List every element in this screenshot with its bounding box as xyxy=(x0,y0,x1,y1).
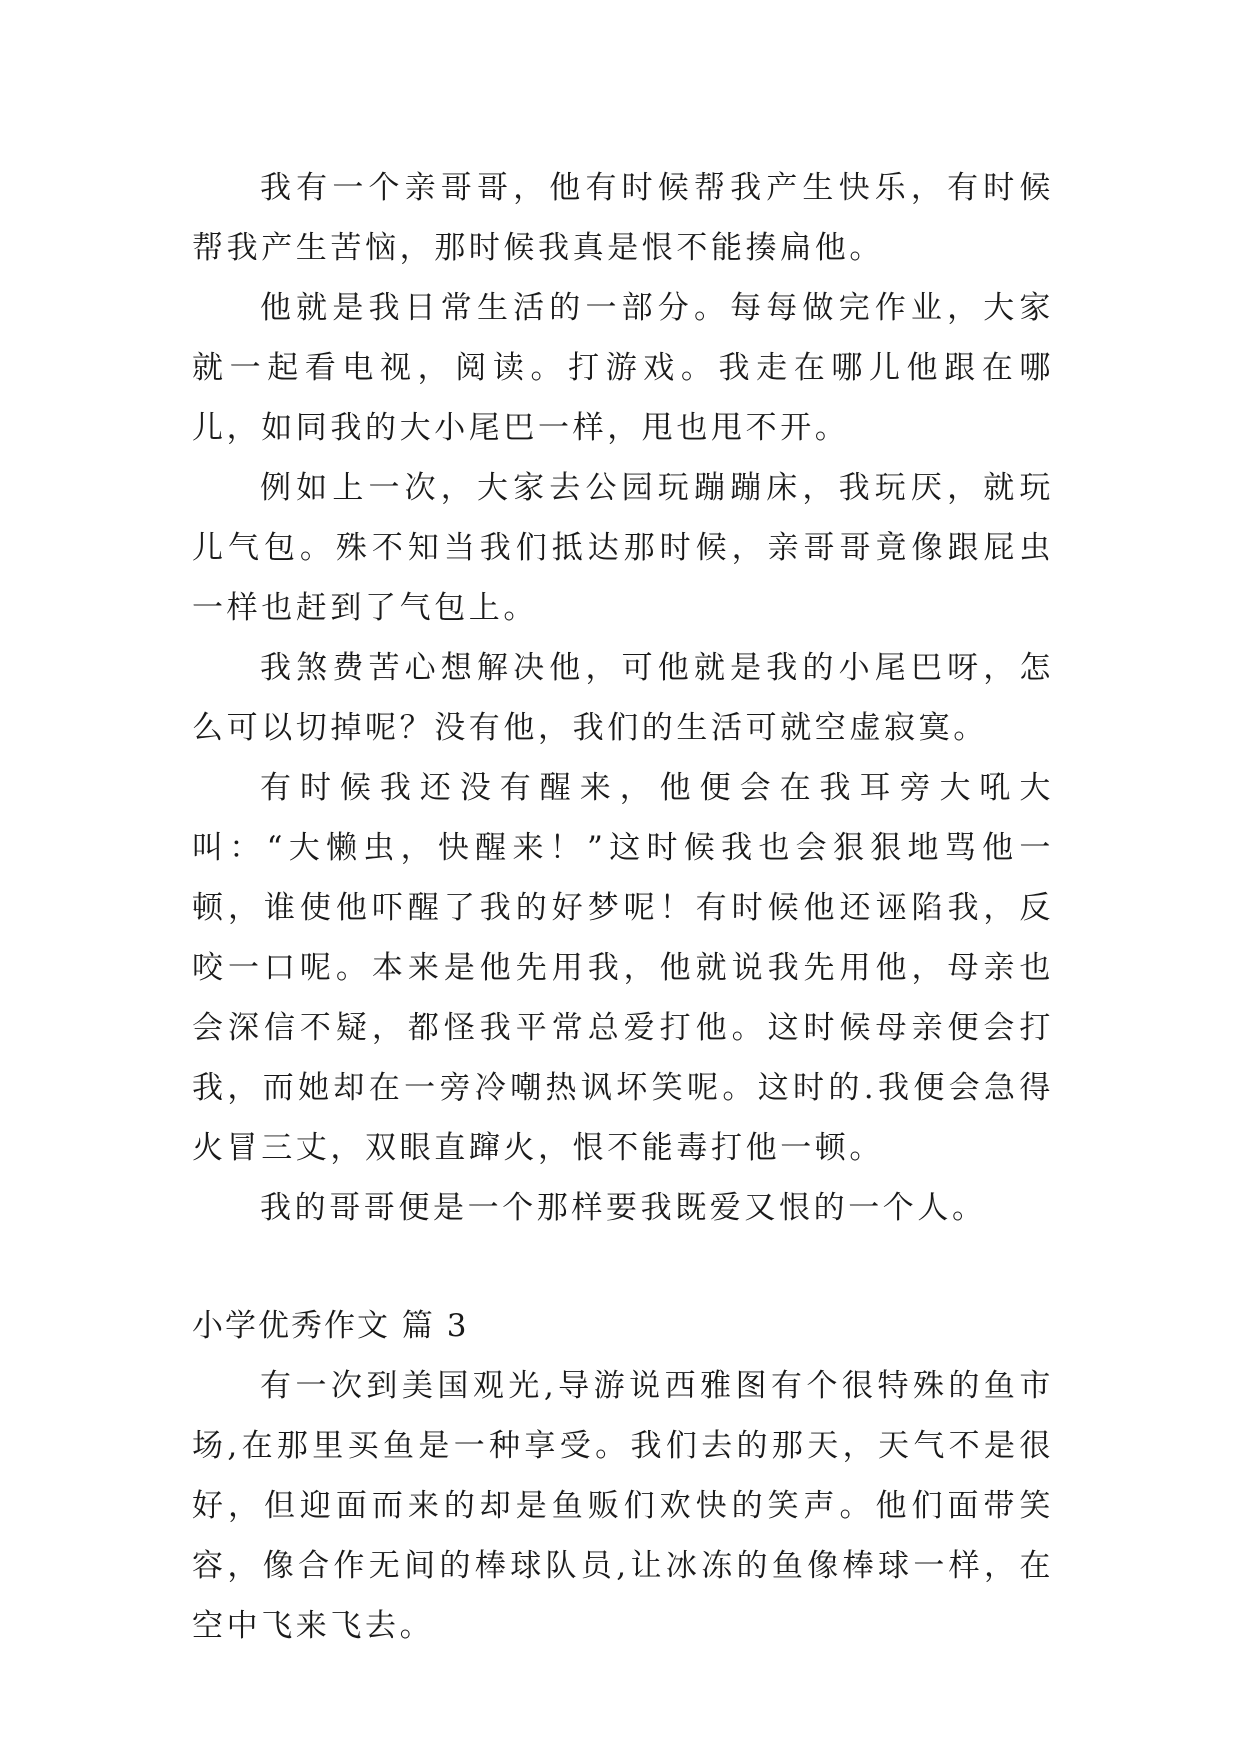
paragraph: 我的哥哥便是一个那样要我既爱又恨的一个人。 xyxy=(260,1190,987,1226)
paragraph: 他就是我日常生活的一部分。每每做完作业，大家就一起看电视，阅读。打游戏。我走在哪儿他跟在哪儿，如同我的大小尾巴一样，甩也甩不开。 xyxy=(192,290,1054,446)
paragraph: 我煞费苦心想解决他，可他就是我的小尾巴呀，怎么可以切掉呢？没有他，我们的生活可就空虚寂寞。 xyxy=(192,650,1054,746)
section-title: 小学优秀作文 篇 3 xyxy=(192,1308,469,1344)
document-body xyxy=(192,158,1054,1656)
paragraph: 有一次到美国观光,导游说西雅图有个很特殊的鱼市场,在那里买鱼是一种享受。我们去的那天，天气不是很好，但迎面而来的却是鱼贩们欢快的笑声。他们面带笑容，像合作无间的棒球队员,让冰冻的鱼像棒球一样，在空中飞来飞去。 xyxy=(192,1368,1054,1644)
paragraph: 我有一个亲哥哥，他有时候帮我产生快乐，有时候帮我产生苦恼，那时候我真是恨不能揍扁他。 xyxy=(192,170,1054,266)
paragraph: 例如上一次，大家去公园玩蹦蹦床，我玩厌，就玩儿气包。殊不知当我们抵达那时候，亲哥哥竟像跟屁虫一样也赶到了气包上。 xyxy=(192,470,1054,626)
paragraph: 有时候我还没有醒来，他便会在我耳旁大吼大叫：“大懒虫，快醒来！”这时候我也会狠狠地骂他一顿，谁使他吓醒了我的好梦呢！有时候他还诬陷我，反咬一口呢。本来是他先用我，他就说我先用他，母亲也会深信不疑，都怪我平常总爱打他。这时候母亲便会打我，而她却在一旁冷嘲热讽坏笑呢。这时的.我便会急得火冒三丈，双眼直蹿火，恨不能毒打他一顿。 xyxy=(192,770,1054,1166)
